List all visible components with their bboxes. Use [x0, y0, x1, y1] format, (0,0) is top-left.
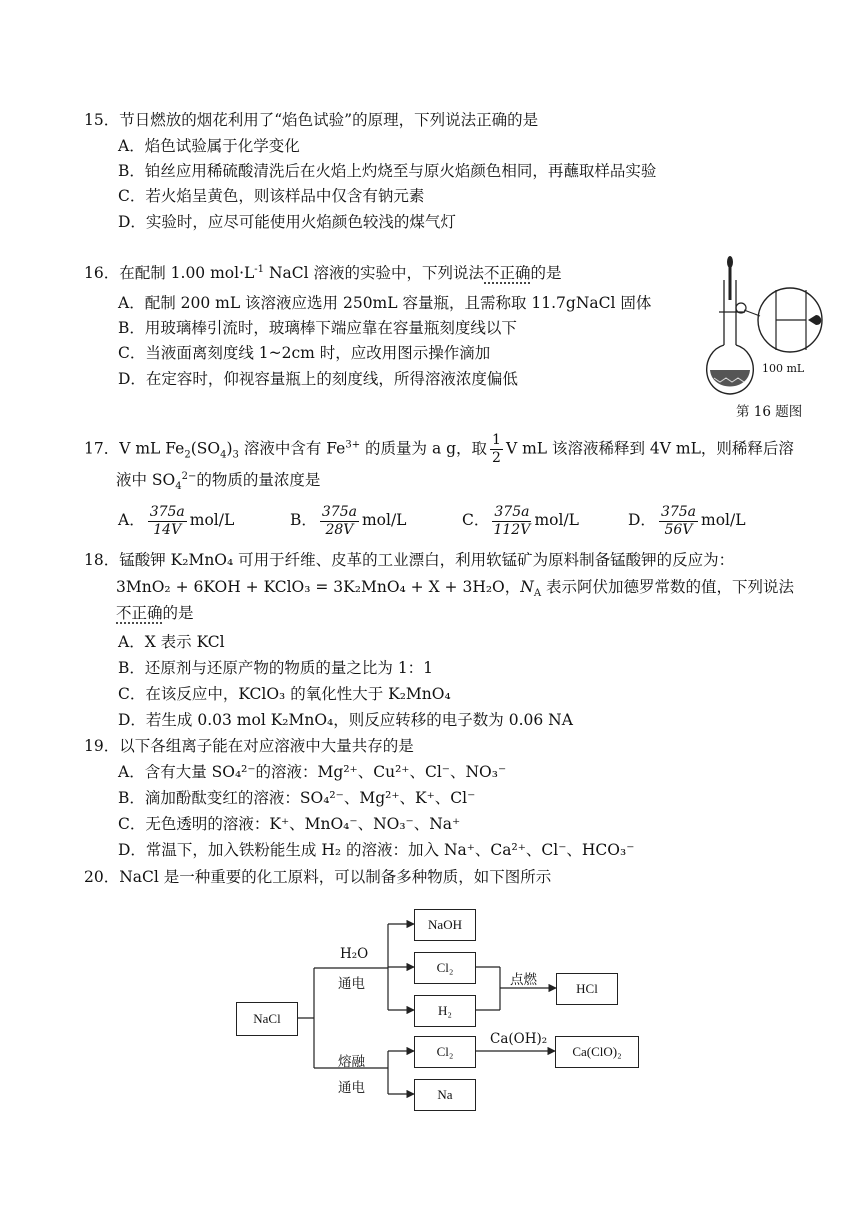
q18-stem-line2: 3MnO₂ + 6KOH + KClO₃ = 3K₂MnO₄ + X + 3H₂O，$N_A$ 表示阿伏加德罗常数的值，下列说法 [116, 578, 794, 600]
q19-option-a: A．含有大量 SO₄²⁻的溶液：Mg²⁺、Cu²⁺、Cl⁻、NO₃⁻ [118, 763, 507, 781]
q15-option-a: A．焰色试验属于化学变化 [118, 137, 300, 155]
q17-option-b: B． $\frac{375a}{28V}$ mol/L [290, 503, 407, 538]
q19-option-d: D．常温下，加入铁粉能生成 H₂ 的溶液：加入 Na⁺、Ca²⁺、Cl⁻、HCO₃⁻ [118, 841, 635, 859]
q18-option-b: B．还原剂与还原产物的物质的量之比为 1：1 [118, 659, 434, 677]
q18-option-c: C．在该反应中，KClO₃ 的氧化性大于 K₂MnO₄ [118, 685, 451, 703]
figure-caption: 第 16 题图 [736, 404, 803, 420]
q18-option-a: A．X 表示 KCl [118, 633, 225, 651]
q16-option-a: A．配制 200 mL 该溶液应选用 250mL 容量瓶，且需称取 11.7gNaCl 固体 [118, 294, 652, 312]
molten-condition: 熔融 [338, 1054, 365, 1070]
hcl-box: HCl [556, 973, 618, 1005]
q17-stem-line2: 液中 $SO_4^{2-}$的物质的量浓度是 [116, 470, 321, 493]
q17-option-d: D． $\frac{375a}{56V}$ mol/L [628, 503, 746, 538]
q17-option-a: A． $\frac{375a}{14V}$ mol/L [118, 503, 235, 538]
h2-box: H₂ [414, 995, 476, 1027]
q15-option-c: C．若火焰呈黄色，则该样品中仅含有钠元素 [118, 187, 425, 205]
q18-stem-line3: 不正确的是 [116, 604, 194, 622]
h2o-condition: H₂O [340, 946, 369, 962]
q18-stem-line1: 18．锰酸钾 K₂MnO₄ 可用于纤维、皮革的工业漂白，利用软锰矿为原料制备锰酸钾的反应为： [84, 551, 735, 569]
q17-option-c: C． $\frac{375a}{112V}$ mol/L [462, 503, 579, 538]
cl2-top-box: Cl₂ [414, 952, 476, 984]
q16-option-c: C．当液面离刻度线 1~2cm 时，应改用图示操作滴加 [118, 344, 491, 362]
caclo2-box: Ca(ClO)₂ [555, 1036, 639, 1068]
q19-option-b: B．滴加酚酞变红的溶液：SO₄²⁻、Mg²⁺、K⁺、Cl⁻ [118, 789, 476, 807]
q15-option-d: D．实验时，应尽可能使用火焰颜色较浅的煤气灯 [118, 213, 456, 231]
q19-option-c: C．无色透明的溶液：K⁺、MnO₄⁻、NO₃⁻、Na⁺ [118, 815, 461, 833]
q15-stem: 15．节日燃放的烟花利用了“焰色试验”的原理，下列说法正确的是 [84, 111, 539, 129]
flask-volume-label: 100 mL [762, 362, 805, 375]
q16-option-b: B．用玻璃棒引流时，玻璃棒下端应靠在容量瓶刻度线以下 [118, 319, 517, 337]
naoh-box: NaOH [414, 909, 476, 941]
q18-option-d: D．若生成 0.03 mol K₂MnO₄，则反应转移的电子数为 0.06 NA [118, 711, 573, 729]
cl2-bottom-box: Cl₂ [414, 1036, 476, 1068]
q20-stem: 20．NaCl 是一种重要的化工原料，可以制备多种物质，如下图所示 [84, 868, 552, 886]
caoh2-condition: Ca(OH)₂ [490, 1031, 548, 1047]
ignite-condition: 点燃 [510, 972, 537, 988]
half-fraction: $\frac{1}{2}$ [492, 432, 501, 466]
electrolysis-condition-upper: 通电 [338, 976, 365, 992]
nacl-box: NaCl [236, 1002, 298, 1036]
q17-stem-line1: 17．V mL $Fe_2(SO_4)_3$ 溶液中含有 $Fe^{3+}$ 的质量为 a g，取 $\frac{1}{2}$ V mL 该溶液稀释到 4V mL，则稀释后溶 [84, 432, 794, 466]
q16-stem: 16．在配制 1.00 $mol\cdot L^{-1}$ NaCl 溶液的实验中，下列说法不正确的是 [84, 263, 562, 282]
na-box: Na [414, 1079, 476, 1111]
q16-option-d: D．在定容时，仰视容量瓶上的刻度线，所得溶液浓度偏低 [118, 370, 518, 388]
electrolysis-condition-lower: 通电 [338, 1080, 365, 1096]
q15-option-b: B．铂丝应用稀硫酸清洗后在火焰上灼烧至与原火焰颜色相同，再蘸取样品实验 [118, 162, 657, 180]
q19-stem: 19．以下各组离子能在对应溶液中大量共存的是 [84, 737, 414, 755]
